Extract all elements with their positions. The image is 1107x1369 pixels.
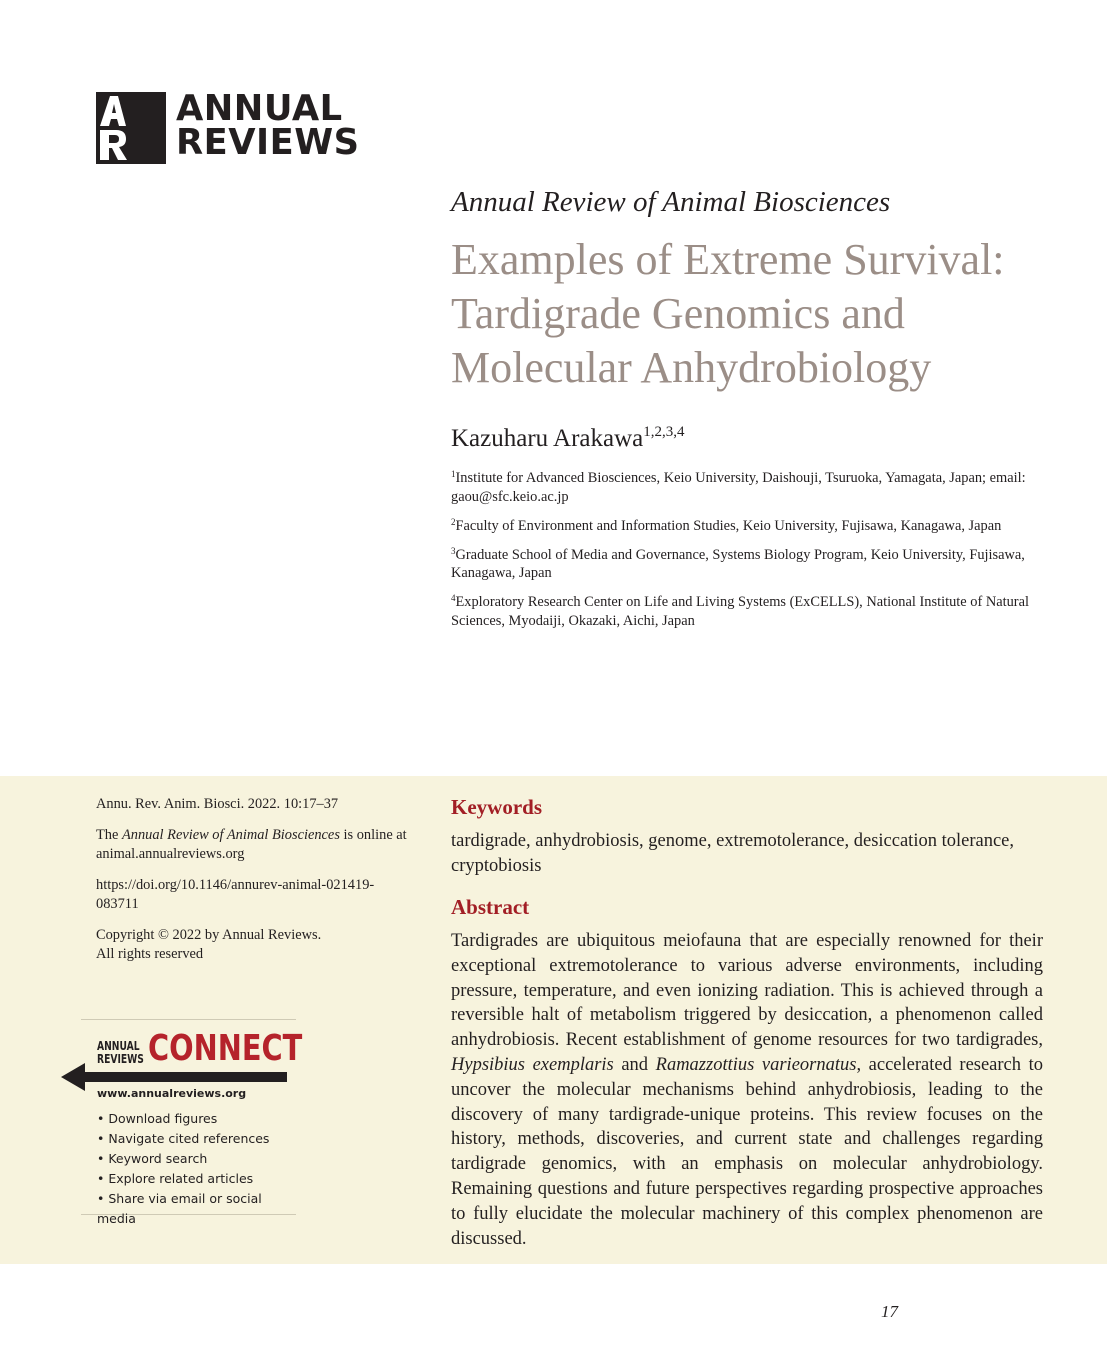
abstract-part: Tardigrades are ubiquitous meiofauna that are especially renowned for their exceptional extremotolerance to various adverse environments, including pressure, temperature, and even ionizing radiation. This is achieved through a reversible halt of metabolism triggered by desiccation, a phenomenon called anhydrobiosis. Recent establishment of genome resources for two tardigrades, bbox=[451, 931, 1043, 1051]
connect-feature: • Keyword search bbox=[97, 1149, 296, 1169]
abstract-text bbox=[451, 929, 1043, 1251]
keywords-heading: Keywords bbox=[451, 795, 542, 819]
author-line bbox=[451, 424, 685, 453]
affiliation-number: 4 bbox=[451, 593, 456, 603]
title-line: Examples of Extreme Survival: bbox=[451, 235, 1005, 284]
affiliation-number: 3 bbox=[451, 545, 456, 556]
connect-feature: • Download figures bbox=[97, 1109, 296, 1129]
title-line: Tardigrade Genomics and bbox=[451, 289, 905, 338]
affiliation-text: Exploratory Research Center on Life and Living Systems (ExCELLS), National Institute of Natural Sciences, Myodaiji, Okazaki, Aichi, Japan bbox=[451, 594, 1029, 629]
connect-feature: • Share via email or social media bbox=[97, 1189, 296, 1229]
affiliation bbox=[451, 589, 1051, 630]
affiliation bbox=[451, 513, 1051, 536]
online-note-pre: The bbox=[96, 827, 122, 843]
rights-line: All rights reserved bbox=[96, 946, 204, 962]
author-name: Kazuharu Arakawa bbox=[451, 425, 644, 452]
doi-link[interactable]: https://doi.org/10.1146/annurev-animal-021419-083711 bbox=[96, 877, 375, 912]
annual-reviews-connect-box bbox=[81, 1019, 303, 1226]
affiliation-text: Graduate School of Media and Governance, Systems Biology Program, Keio University, Fujisawa, Kanagawa, Japan bbox=[451, 546, 1025, 581]
affiliation bbox=[451, 465, 1051, 506]
connect-small-logo bbox=[97, 1040, 144, 1066]
copyright-line: Copyright © 2022 by Annual Reviews. bbox=[96, 927, 322, 943]
connect-feature: • Explore related articles bbox=[97, 1169, 296, 1189]
affiliation-text: Faculty of Environment and Information Studies, Keio University, Fujisawa, Kanagawa, Japan bbox=[455, 517, 1002, 534]
abstract-heading: Abstract bbox=[451, 895, 530, 919]
article-title bbox=[451, 233, 1091, 395]
connect-small-line: REVIEWS bbox=[97, 1052, 144, 1066]
online-journal: Annual Review of Animal Biosciences bbox=[121, 827, 340, 843]
affiliation-number: 2 bbox=[451, 516, 456, 527]
connect-feature-list bbox=[97, 1109, 296, 1229]
logo-line-reviews: REVIEWS bbox=[176, 122, 360, 163]
page-number: 17 bbox=[881, 1302, 898, 1321]
abstract-part: and bbox=[613, 1054, 656, 1075]
copyright bbox=[96, 926, 416, 964]
citation: Annu. Rev. Anim. Biosci. 2022. 10:17–37 bbox=[96, 796, 339, 812]
affiliations bbox=[451, 465, 1051, 637]
title-line: Molecular Anhydrobiology bbox=[451, 343, 932, 392]
affiliation-text: Institute for Advanced Biosciences, Keio University, Daishouji, Tsuruoka, Yamagata, Japan; email: gaou@sfc.keio.ac.jp bbox=[451, 470, 1026, 505]
connect-url[interactable]: www.annualreviews.org bbox=[97, 1087, 247, 1100]
connect-feature: • Navigate cited references bbox=[97, 1129, 296, 1149]
online-note-post: is online at animal.annualreviews.org bbox=[96, 827, 407, 862]
article-meta bbox=[96, 795, 416, 976]
species-name: Hypsibius exemplaris bbox=[451, 1054, 614, 1075]
affiliation-number: 1 bbox=[451, 469, 456, 479]
species-name: Ramazzottius varieornatus bbox=[655, 1054, 857, 1075]
abstract-part: , accelerated research to uncover the molecular mechanisms behind anhydrobiosis, leading to the discovery of many tardigrade-unique proteins. This review focuses on the history, methods, discoveries, and current state and challenges regarding tardigrade genomics, with an emphasis on molecular anhydrobiology. Remaining questions and future perspectives regarding prospective approaches to fully elucidate the molecular machinery of this complex phenomenon are discussed. bbox=[451, 1054, 1043, 1249]
online-note bbox=[96, 826, 416, 864]
ar-logo-mark-icon bbox=[96, 92, 166, 164]
journal-name: Annual Review of Animal Biosciences bbox=[451, 186, 891, 218]
author-affiliation-numbers: 1,2,3,4 bbox=[643, 424, 685, 440]
affiliation bbox=[451, 542, 1051, 583]
annual-reviews-logo bbox=[96, 88, 363, 164]
keywords-text: tardigrade, anhydrobiosis, genome, extremotolerance, desiccation tolerance, cryptobiosis bbox=[451, 831, 1014, 876]
connect-title: CONNECT bbox=[148, 1028, 303, 1069]
connect-header bbox=[97, 1028, 341, 1069]
logo-line-annual: ANNUAL bbox=[176, 88, 343, 129]
connect-small-line: ANNUAL bbox=[97, 1039, 140, 1053]
